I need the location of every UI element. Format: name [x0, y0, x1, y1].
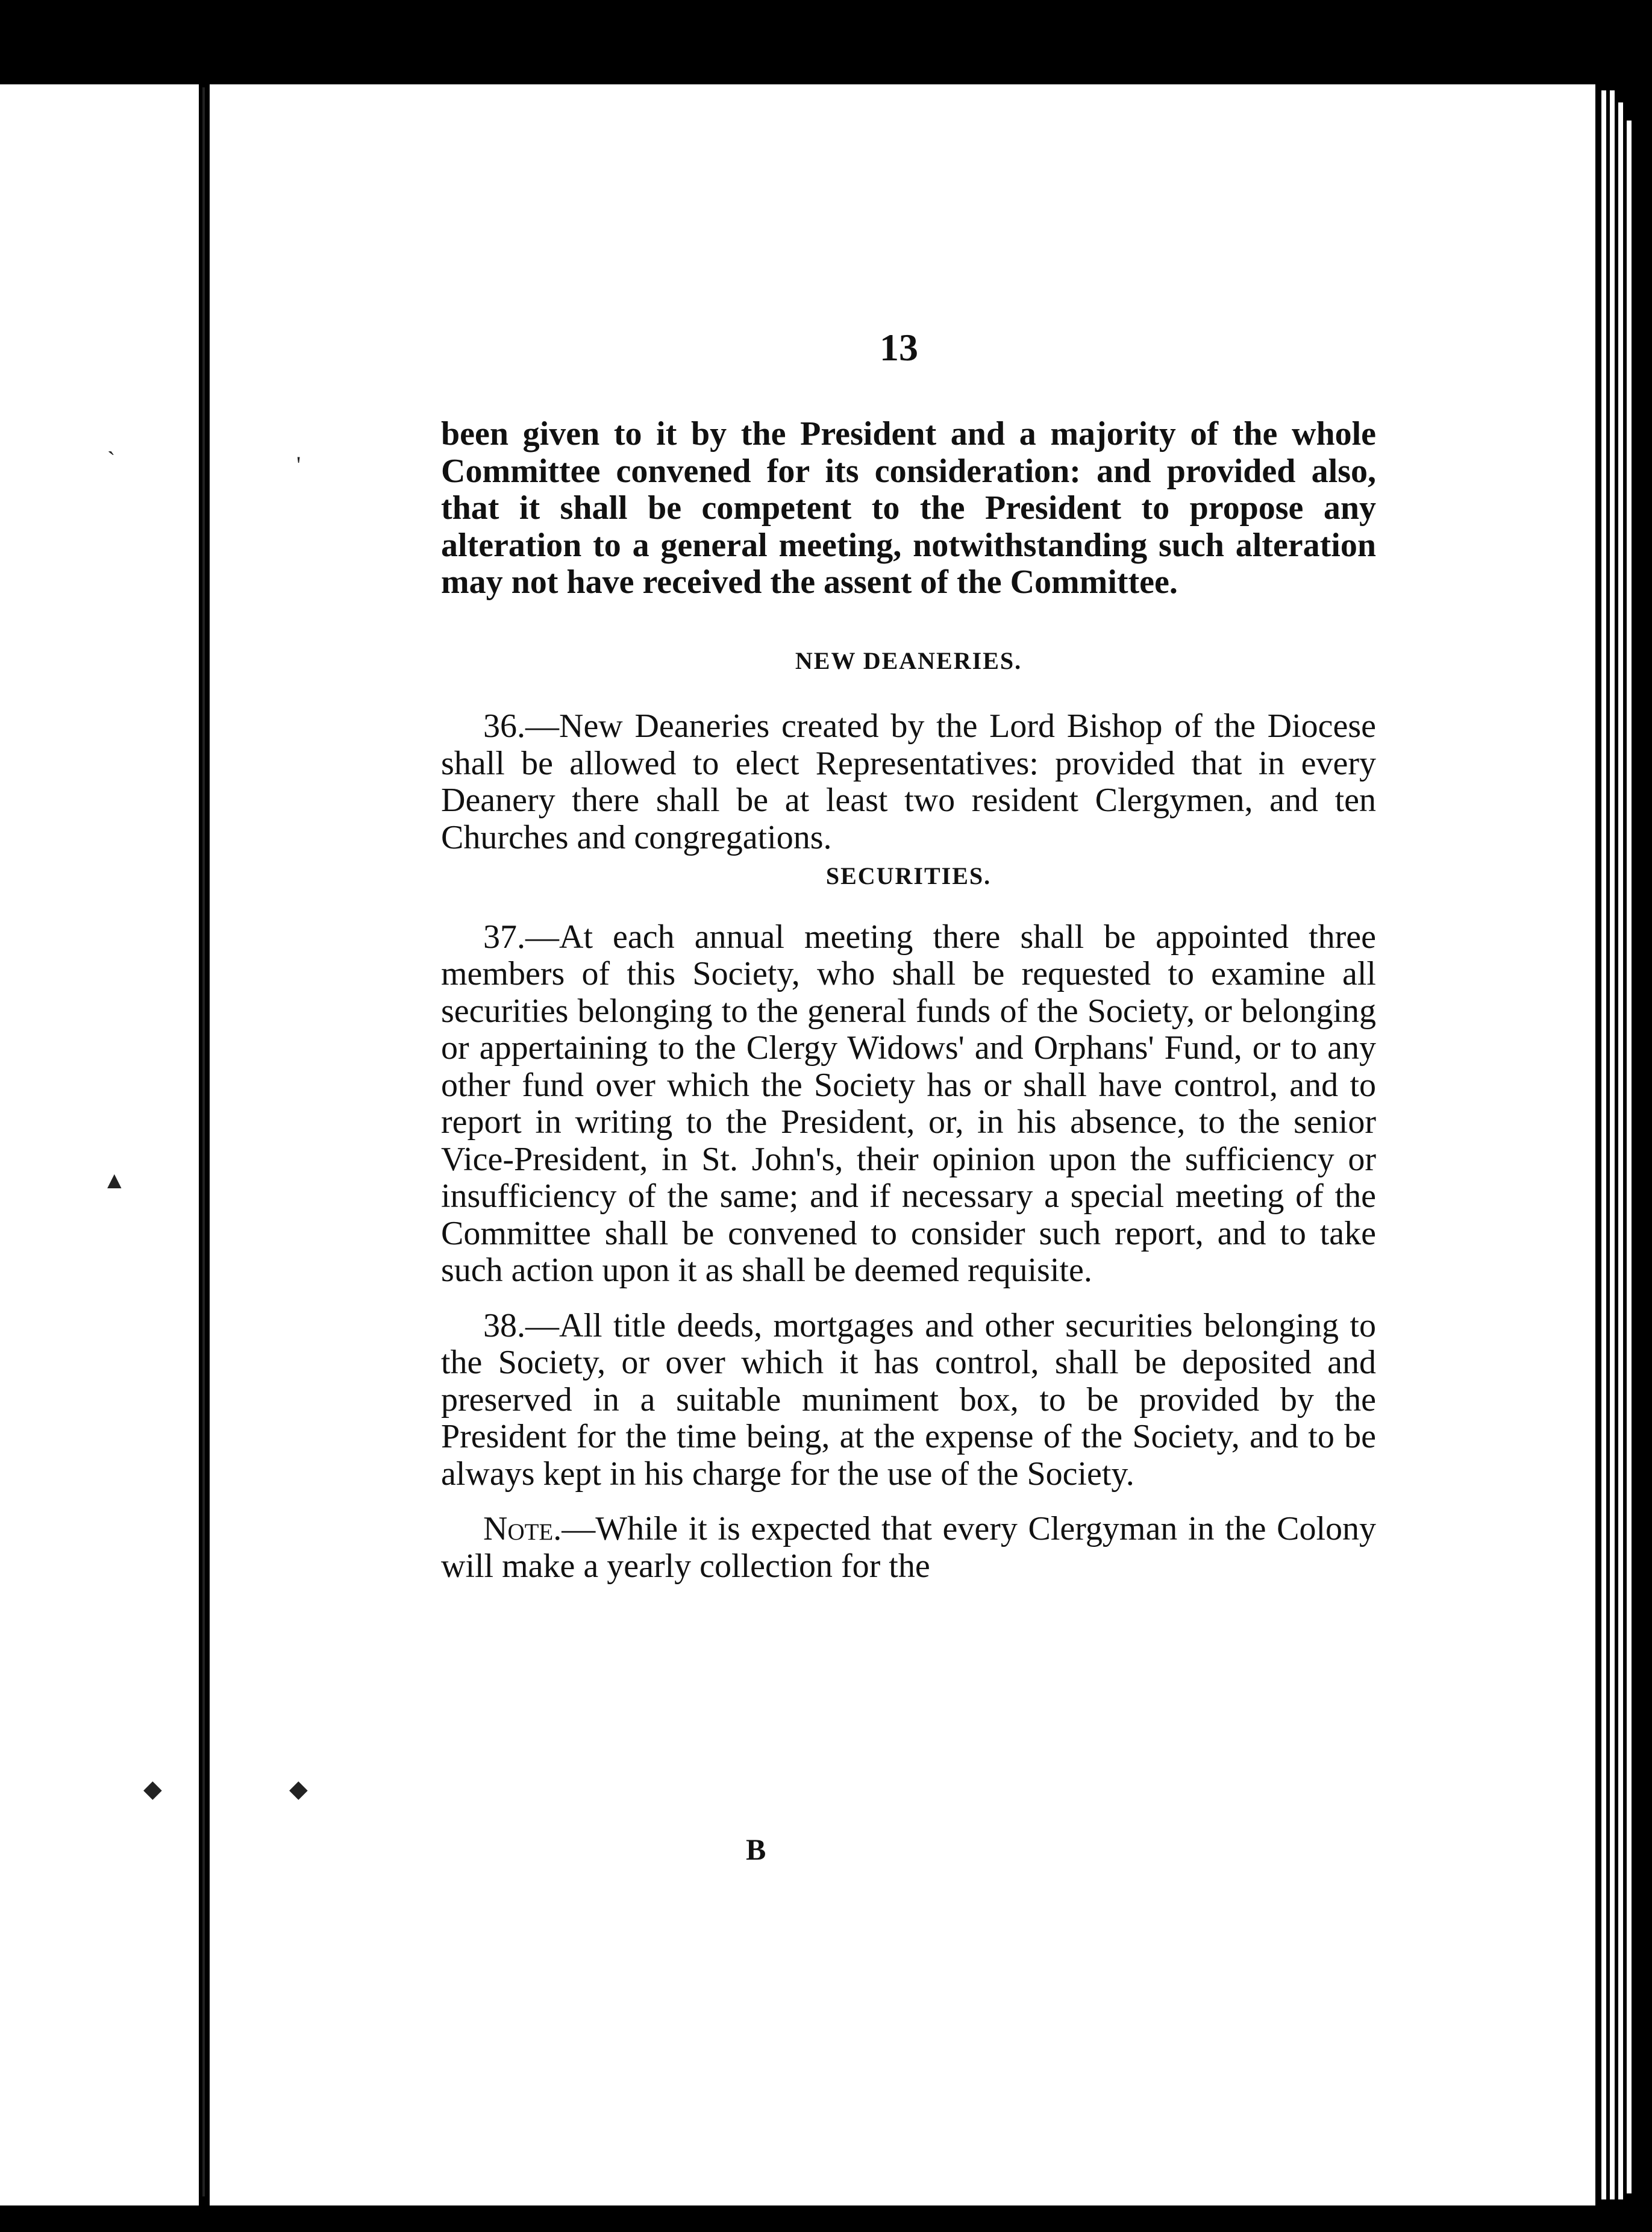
paragraph-38: 38.—All title deeds, mortgages and other securities belonging to the Society, or over which it has control, shall be deposited and preserved in a suitable muniment box, to be provided by the President for the time being, at the expense of the Society, and to be always kept in his charge for the use of the Society. — [441, 1306, 1376, 1493]
signature-mark: B — [746, 1832, 766, 1866]
page-edge-stack — [1618, 102, 1623, 2199]
note-label: Note. — [483, 1510, 562, 1547]
page-edge-stack — [1601, 90, 1606, 2199]
paragraph-36: 36.—New Deaneries created by the Lord Bishop of the Diocese shall be allowed to elect Representatives: provided that in every Deanery there shall be at least two resident Clergymen, and ten Churches and congregations. — [441, 707, 1376, 856]
page-edge-stack — [1627, 121, 1632, 2193]
body-text — [441, 416, 1376, 1585]
page-edge-stack — [1610, 90, 1615, 2199]
margin-speck: ' — [296, 451, 301, 478]
margin-speck: ` — [107, 447, 116, 474]
facing-page-edge — [0, 84, 199, 2205]
margin-speck: ▲ — [102, 1167, 127, 1194]
margin-speck: ◆ — [289, 1775, 308, 1802]
paragraph-37: 37.—At each annual meeting there shall be appointed three members of this Society, who shall be requested to examine all securities belonging to the general funds of the Society, or belonging or appertaining to the Clergy Widows' and Orphans' Fund, or to any other fund over which the Society has or shall have control, and to report in writing to the President, or, in his absence, to the senior Vice-President, in St. John's, their opinion upon the sufficiency or insufficiency of the same; and if necessary a special meeting of the Committee shall be convened to consider such report, and to take such action upon it as shall be deemed requisite. — [441, 918, 1376, 1289]
margin-speck: ◆ — [143, 1775, 162, 1802]
section-heading-new-deaneries: NEW DEANERIES. — [795, 647, 1022, 674]
page-gutter-line — [202, 87, 205, 2196]
paragraph-note — [441, 1511, 1376, 1585]
section-heading-securities: SECURITIES. — [825, 862, 992, 889]
page-number: 13 — [880, 326, 918, 369]
paragraph-continuation: been given to it by the President and a majority of the whole Committee convened for its consideration: and provided also, that it shall be competent to the President to propose any alteration to a general meeting, notwithstanding such alteration may not have received the assent of the Committee. — [441, 415, 1376, 601]
note-text: —While it is expected that every Clergyman in the Colony will make a yearly collection for the — [441, 1510, 1376, 1585]
